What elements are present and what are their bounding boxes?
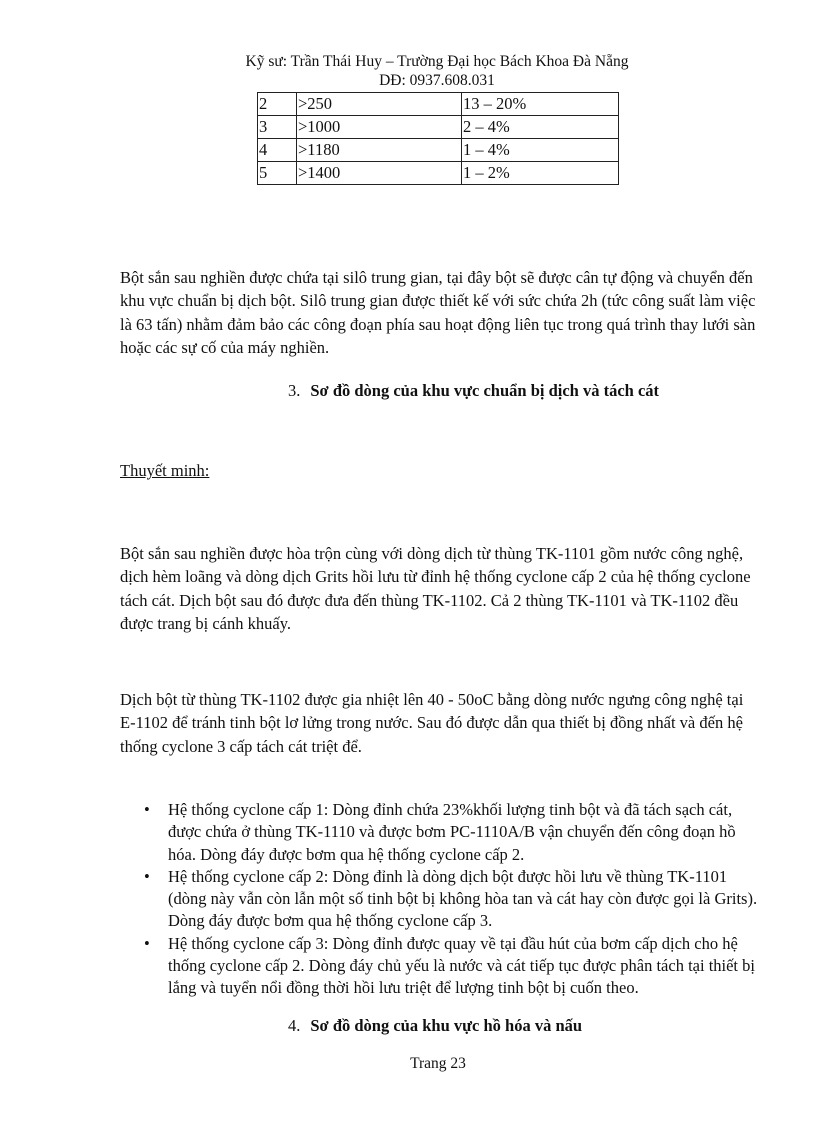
bullet-icon: • xyxy=(144,800,150,819)
table-cell: >1000 xyxy=(297,116,462,139)
header-phone-line: DĐ: 0937.608.031 xyxy=(379,72,495,89)
section-3-number: 3. xyxy=(288,381,301,400)
section-3-heading xyxy=(288,381,659,401)
table-row xyxy=(258,139,619,162)
table-row xyxy=(258,116,619,139)
table-cell: >1400 xyxy=(297,162,462,185)
table-cell: >1180 xyxy=(297,139,462,162)
bullet-text: Hệ thống cyclone cấp 1: Dòng đỉnh chứa 23%khối lượng tinh bột và đã tách sạch cát, được chứa ở thùng TK-1110 và được bơm PC-1110A/B vận chuyển đến công đoạn hồ hóa. Dòng đáy được bơm qua hệ thống cyclone cấp 2. xyxy=(168,800,736,864)
table-row xyxy=(258,93,619,116)
table-cell: 3 xyxy=(258,116,297,139)
explanation-label: Thuyết minh: xyxy=(120,461,210,480)
header-author-line: Kỹ sư: Trần Thái Huy – Trường Đại học Bách Khoa Đà Nẵng xyxy=(245,53,629,70)
table-cell: 4 xyxy=(258,139,297,162)
section-4-title: Sơ đồ dòng của khu vực hồ hóa và nấu xyxy=(310,1016,583,1035)
list-item xyxy=(120,866,760,933)
table-cell: 5 xyxy=(258,162,297,185)
table-cell: 2 xyxy=(258,93,297,116)
section-3-title: Sơ đồ dòng của khu vực chuẩn bị dịch và tách cát xyxy=(310,381,660,400)
bullet-text: Hệ thống cyclone cấp 3: Dòng đỉnh được quay về tại đầu hút của bơm cấp dịch cho hệ thống cyclone cấp 2. Dòng đáy chủ yếu là nước và cát tiếp tục được phân tách tại thiết bị lắng và tuyển nổi đồng thời hồi lưu triệt để lượng tinh bột bị cuốn theo. xyxy=(168,933,755,998)
section-4-heading xyxy=(288,1016,582,1036)
table-row xyxy=(258,162,619,185)
table-cell: >250 xyxy=(297,93,462,116)
paragraph-silo: Bột sắn sau nghiền được chứa tại silô trung gian, tại đây bột sẽ được cân tự động và chuyển đến khu vực chuẩn bị dịch bột. Silô trung gian được thiết kế với sức chứa 2h (tức công suất làm việc là 63 tấn) nhằm đảm bảo các công đoạn phía sau hoạt động liên tục trong quá trình thay lưới sàn hoặc các sự cố của máy nghiền. xyxy=(120,268,756,358)
paragraph-mixing: Bột sắn sau nghiền được hòa trộn cùng với dòng dịch từ thùng TK-1101 gồm nước công nghệ, dịch hèm loãng và dòng dịch Grits hồi lưu từ đỉnh hệ thống cyclone cấp 2 của hệ thống cyclone tách cát. Dịch bột sau đó được đưa đến thùng TK-1102. Cả 2 thùng TK-1101 và TK-1102 đều được trang bị cánh khuấy. xyxy=(120,544,751,634)
bullet-icon: • xyxy=(144,933,150,953)
table-cell: 2 – 4% xyxy=(462,116,619,139)
table-cell: 1 – 2% xyxy=(462,162,619,185)
page-number: Trang 23 xyxy=(410,1055,466,1072)
table-cell: 1 – 4% xyxy=(462,139,619,162)
list-item xyxy=(120,799,760,866)
page-header xyxy=(0,52,816,90)
paragraph-heating: Dịch bột từ thùng TK-1102 được gia nhiệt lên 40 - 50oC bằng dòng nước ngưng công nghệ tại E-1102 để tránh tinh bột lơ lửng trong nước. Sau đó được dẫn qua thiết bị đồng nhất và đến hệ thống cyclone 3 cấp tách cát triệt để. xyxy=(120,690,744,756)
table-cell: 13 – 20% xyxy=(462,93,619,116)
list-item xyxy=(120,933,760,1000)
particle-size-table xyxy=(257,92,619,185)
bullet-text: Hệ thống cyclone cấp 2: Dòng đỉnh là dòng dịch bột được hồi lưu về thùng TK-1101 (dòng này vẫn còn lẫn một số tinh bột bị không hòa tan và cát hay còn được gọi là Grits). Dòng đáy được bơm qua hệ thống cyclone cấp 3. xyxy=(168,866,758,931)
section-4-number: 4. xyxy=(288,1016,301,1035)
cyclone-bullet-list xyxy=(120,799,760,1000)
bullet-icon: • xyxy=(144,866,150,886)
